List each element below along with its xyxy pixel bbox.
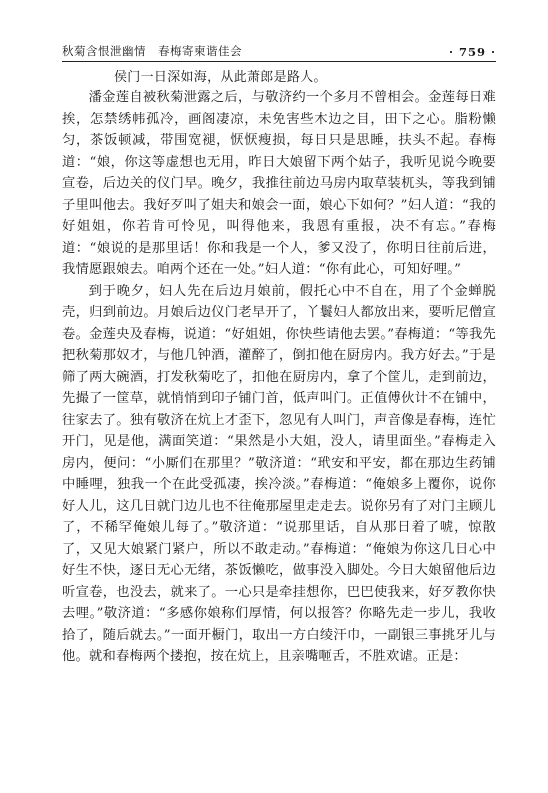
running-header [62,37,496,62]
paragraph: 潘金莲自被秋菊泄露之后，与敬济约一个多月不曾相会。金莲每日难挨，怎禁绣帏孤冷，画阁凄凉，未免害些木边之目，田下之心。脂粉懒匀，茶饭顿减，带围宽褪，恹恹瘦损，每日只是思睡，扶头不起。春梅道：“娘，你这等虚想也无用，昨日大娘留下两个姑子，我听见说今晚要宣卷，后边关的仪门早。晚夕，我推往前边马房内取草装杌头，等我到铺子里叫他去。我好歹叫了姐夫和娘会一面，娘心下如何？”妇人道：“我的好姐姐，你若肯可怜见，叫得他来，我恩有重报，决不有忘。”春梅道：“娘说的是那里话！你和我是一个人，爹又没了，你明日往前后进，我情愿跟娘去。咱两个还在一处。”妇人道：“你有此心，可知好哩。” [62,90,496,277]
verse-line: 侯门一日深如海，从此萧郎是路人。 [114,70,327,85]
chapter-title: 秋菊含恨泄幽情 春梅寄柬谐佳会 [62,44,242,58]
page-body [62,68,496,668]
page-number: · 759 · [448,45,496,59]
paragraph: 到于晚夕，妇人先在后边月娘前，假托心中不自在，用了个金蝉脱壳，归到前边。月娘后边仪门老早开了，丫鬟妇人都放出来，要听尼僧宣卷。金莲央及春梅，说道：“好姐姐，你快些请他去罢。”春梅道：“等我先把秋菊那奴才，与他几钟酒，灌醉了，倒扣他在厨房内。我方好去。”于是筛了两大碗酒，打发秋菊吃了，扣他在厨房内，拿了个筐儿，走到前边，先撮了一筐草，就悄悄到印子铺门首，低声叫门。正值傅伙计不在铺中，往家去了。独有敬济在炕上才歪下，忽见有人叫门，声音像是春梅，连忙开门，见是他，满面笑道：“果然是小大姐，没人，请里面坐。”春梅走入房内，便问：“小厮们在那里？”敬济道：“玳安和平安，都在那边生药铺中睡哩，独我一个在此受孤凄，挨冷淡。”春梅道：“俺娘多上覆你，说你好人儿，这几日就门边儿也不往俺那屋里走走去。说你另有了对门主顾儿了，不稀罕俺娘儿每了。”敬济道：“说那里话，自从那日着了唬，惊散了，又见大娘紧门紧户，所以不敢走动。”春梅道：“俺娘为你这几日心中好生不快，逐日无心无绪，茶饭懒吃，做事没入脚处。今日大娘留他后边听宣卷，也没去，就来了。一心只是牵挂想你，巴巴使我来，好歹教你快去哩。”敬济道：“多感你娘称们厚情，何以报答？你略先走一步儿，我收拾了，随后就去。”一面开橱门，取出一方白绫汗巾，一副银三事挑牙儿与他。就和春梅两个搂抱，按在炕上，且亲嘴咂舌，不胜欢谑。正是： [62,283,496,664]
